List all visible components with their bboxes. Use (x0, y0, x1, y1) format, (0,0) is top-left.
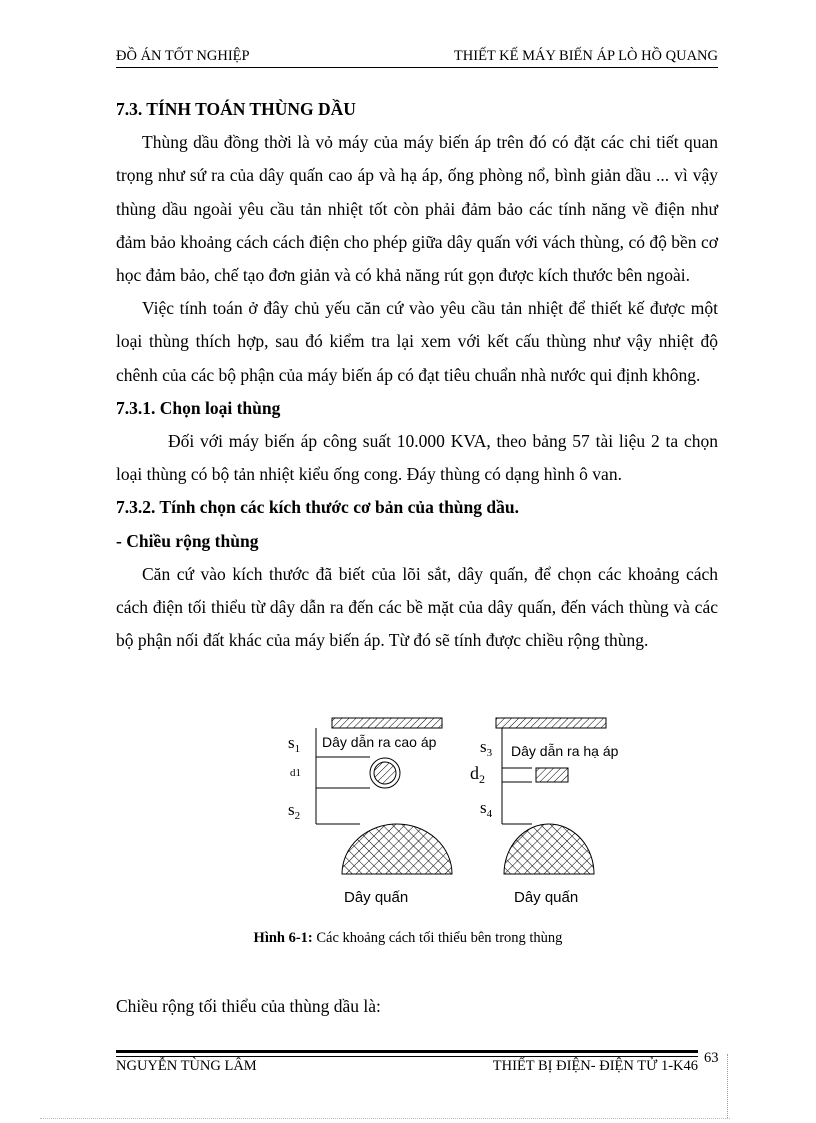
winding-right (504, 824, 594, 874)
s3-label: $s_3$ (480, 737, 493, 759)
list-item-width: - Chiều rộng thùng (116, 530, 259, 551)
footer-right: THIẾT BỊ ĐIỆN- ĐIỆN TỬ 1-K46 (492, 1058, 698, 1074)
subsection-1-paragraph: Đối với máy biến áp công suất 10.000 KVA, theo bảng 57 tài liệu 2 ta chọn loại thùng có bộ tản nhiệt kiểu ống cong. Đáy thùng có dạng hình ô van. (116, 431, 718, 485)
header-divider (116, 67, 718, 68)
winding-left (342, 824, 452, 874)
right-diagram (470, 718, 619, 906)
paragraph-1: Thùng dầu đồng thời là vỏ máy của máy biến áp trên đó có đặt các chi tiết quan trọng như sứ ra của dây quấn cao áp và hạ áp, ống phòng nổ, bình giản dầu ... vì vậy thùng dầu ngoài yêu cầu tản nhiệt tốt còn phải đảm bảo các tính năng về điện như đảm bảo khoảng cách cách điện cho phép giữa dây quấn với vách thùng, có độ bền cơ học đảm bảo, chế tạo đơn giản và có khả năng rút gọn được kích thước bên ngoài. (116, 132, 718, 286)
tank-wall-left (332, 718, 442, 728)
winding-label-right: Dây quấn (514, 889, 579, 906)
caption-text: Các khoảng cách tối thiểu bên trong thùng (312, 930, 563, 946)
page-border-bottom (40, 1118, 730, 1119)
footer-left: NGUYỄN TÙNG LÂM (116, 1058, 257, 1074)
s4-label: $s_4$ (480, 798, 493, 820)
subsection-title-1: 7.3.1. Chọn loại thùng (116, 397, 281, 418)
d2-label: $d_2$ (470, 763, 485, 786)
section-title: 7.3. TÍNH TOÁN THÙNG DẦU (116, 99, 356, 119)
left-diagram (288, 718, 452, 906)
page-header (116, 48, 718, 66)
caption-number: Hình 6-1: (253, 930, 313, 946)
closing-line: Chiều rộng tối thiểu của thùng dầu là: (116, 996, 381, 1016)
lv-lead-conductor (536, 768, 568, 782)
tank-wall-right (496, 718, 606, 728)
footer-divider-thin (116, 1056, 698, 1057)
document-body (116, 93, 718, 657)
footer-divider-thick (116, 1050, 698, 1053)
s2-label: $s_2$ (288, 800, 301, 822)
page-border-right (727, 1054, 728, 1118)
lv-lead-label: Dây dẫn ra hạ áp (511, 743, 619, 759)
figure-clearances (270, 712, 630, 922)
d1-label: d1 (290, 767, 301, 779)
figure-caption (0, 930, 816, 947)
header-right: THIẾT KẾ MÁY BIẾN ÁP LÒ HỒ QUANG (453, 48, 718, 64)
winding-label-left: Dây quấn (344, 889, 409, 906)
subsection-title-2: 7.3.2. Tính chọn các kích thước cơ bản của thùng dầu. (116, 497, 519, 518)
page-number: 63 (704, 1050, 719, 1066)
subsection-2-paragraph: Căn cứ vào kích thước đã biết của lõi sắt, dây quấn, để chọn các khoảng cách cách điện tối thiểu từ dây dẫn ra đến các bề mặt của dây quấn, đến vách thùng và các bộ phận nối đất khác của máy biến áp. Từ đó sẽ tính được chiều rộng thùng. (116, 563, 718, 651)
s1-label: $s_1$ (288, 733, 301, 755)
header-left: ĐỒ ÁN TỐT NGHIỆP (116, 48, 250, 64)
paragraph-2: Việc tính toán ở đây chủ yếu căn cứ vào yêu cầu tản nhiệt để thiết kế được một loại thùng thích hợp, sau đó kiểm tra lại xem với kết cấu thùng như vậy nhiệt độ chênh của các bộ phận của máy biến áp có đạt tiêu chuẩn nhà nước qui định không. (116, 298, 718, 385)
hv-lead-label: Dây dẫn ra cao áp (322, 734, 437, 750)
